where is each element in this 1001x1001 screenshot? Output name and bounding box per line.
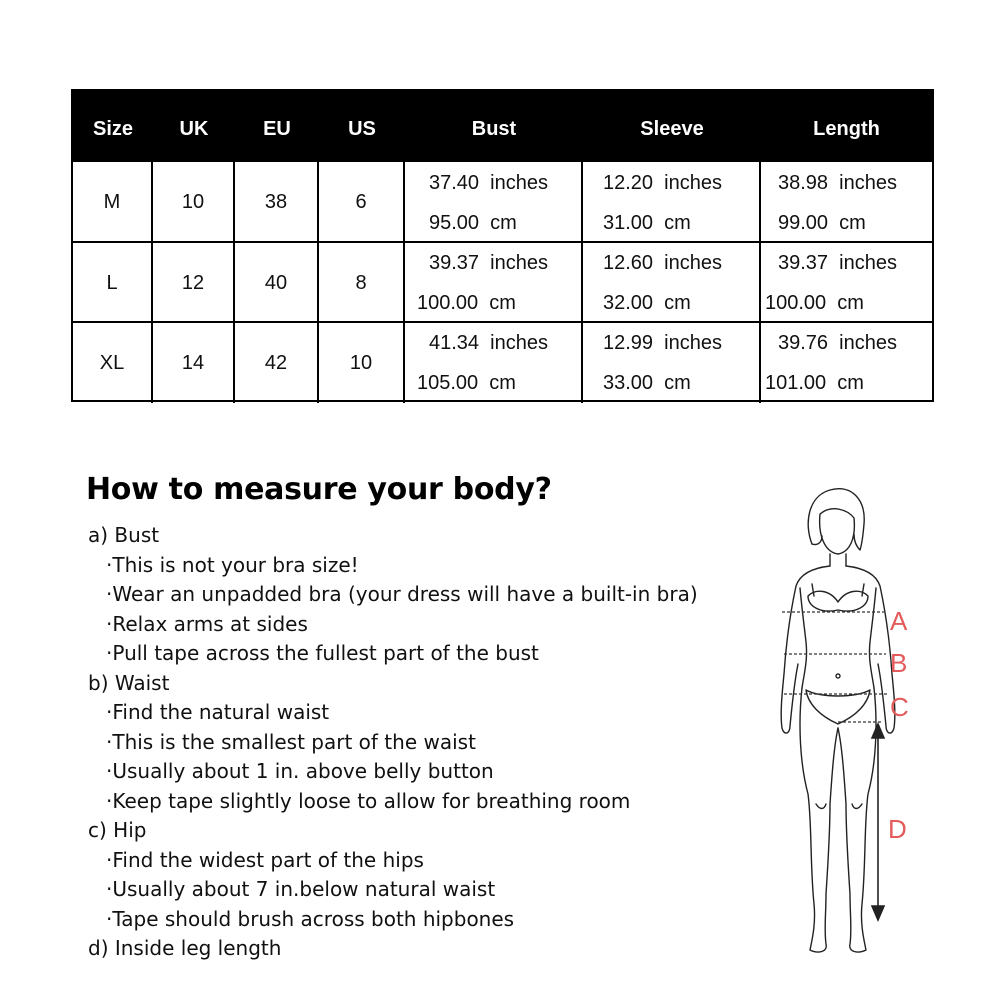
figure-bra [808,591,868,611]
guide-section-inside-leg: d) Inside leg length [88,936,282,960]
measurement-guide [86,466,746,986]
figure-hair [808,489,864,550]
header-us: US [348,118,376,140]
bust-cm: 105.00 cm [417,372,516,394]
table-row [73,162,932,242]
guide-title: How to measure your body? [86,472,552,507]
length-cm: 99.00 cm [778,212,866,234]
cell-us: 10 [319,323,405,403]
header-size: Size [92,118,134,140]
body-measurement-figure [760,484,930,964]
header-bust: Bust [471,118,517,140]
arrow-head-down [872,906,884,920]
cell-uk: 10 [153,162,235,242]
guide-tip: ·Find the widest part of the hips [106,848,424,872]
guide-tip: ·Wear an unpadded bra (your dress will have a built-in bra) [106,582,698,606]
guide-tip: ·Relax arms at sides [106,612,308,636]
cell-us: 8 [319,243,405,323]
guide-tip: ·Tape should brush across both hipbones [106,907,515,931]
sleeve-inches: 12.99 inches [603,332,722,354]
label-c: C [890,692,909,722]
guide-tip: ·This is not your bra size! [106,553,359,577]
cell-sleeve [583,323,761,403]
figure-face [820,509,855,554]
table-header-row [73,91,932,162]
guide-tip: ·Usually about 1 in. above belly button [106,759,494,783]
table-row [73,241,932,323]
bust-cm: 95.00 cm [429,212,517,234]
guide-section-bust: a) Bust [88,523,160,547]
bust-inches: 41.34 inches [429,332,548,354]
header-length: Length [813,118,880,140]
cell-size: XL [73,323,153,403]
guide-tip: ·Find the natural waist [106,700,330,724]
cell-bust [405,243,583,323]
cell-uk: 12 [153,243,235,323]
cell-us: 6 [319,162,405,242]
guide-tip: ·Keep tape slightly loose to allow for breathing room [106,789,631,813]
cell-uk: 14 [153,323,235,403]
cell-bust [405,162,583,242]
guide-tip: ·Pull tape across the fullest part of the bust [106,641,539,665]
header-sleeve: Sleeve [640,118,704,140]
header-eu: EU [263,118,291,140]
cell-length [761,162,932,242]
size-chart-table [71,89,934,402]
cell-length [761,243,932,323]
guide-section-hip: c) Hip [88,818,147,842]
length-inches: 39.76 inches [778,332,897,354]
label-b: B [890,648,908,678]
cell-bust [405,323,583,403]
bust-inches: 37.40 inches [429,172,548,194]
figure-right-leg [838,688,876,952]
cell-eu: 42 [235,323,319,403]
label-a: A [890,606,908,636]
cell-length [761,323,932,403]
cell-eu: 40 [235,243,319,323]
arrow-head-up [872,724,884,738]
sleeve-inches: 12.20 inches [603,172,722,194]
cell-sleeve [583,243,761,323]
length-inches: 38.98 inches [778,172,897,194]
bust-cm: 100.00 cm [417,292,516,314]
cell-sleeve [583,162,761,242]
sleeve-cm: 31.00 cm [603,212,691,234]
length-cm: 101.00 cm [765,372,864,394]
figure-left-leg [800,688,838,952]
length-inches: 39.37 inches [778,252,897,274]
guide-tip: ·This is the smallest part of the waist [106,730,476,754]
cell-size: M [73,162,153,242]
guide-section-waist: b) Waist [88,671,170,695]
sleeve-cm: 33.00 cm [603,372,691,394]
header-uk: UK [179,118,209,140]
bust-inches: 39.37 inches [429,252,548,274]
cell-eu: 38 [235,162,319,242]
label-d: D [888,814,907,844]
table-row [73,321,932,403]
length-cm: 100.00 cm [765,292,864,314]
sleeve-cm: 32.00 cm [603,292,691,314]
figure-underwear [806,690,870,724]
guide-tip: ·Usually about 7 in.below natural waist [106,877,496,901]
sleeve-inches: 12.60 inches [603,252,722,274]
cell-size: L [73,243,153,323]
